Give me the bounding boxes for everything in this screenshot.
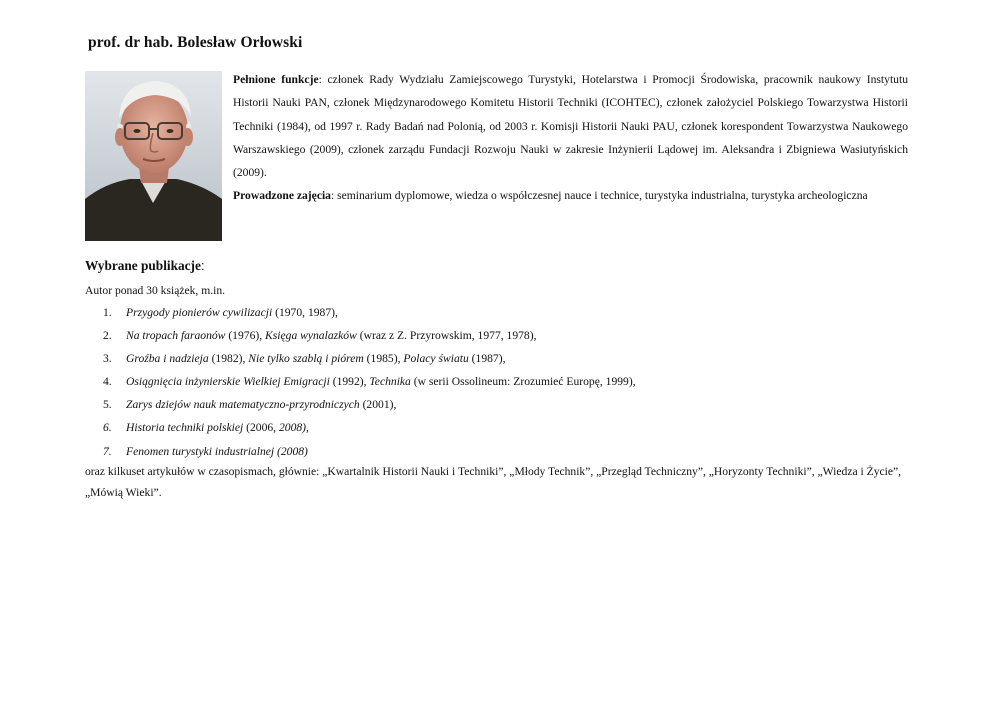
publication-title: Księga wynalazków xyxy=(265,329,357,343)
page-title: prof. dr hab. Bolesław Orłowski xyxy=(88,34,303,51)
publication-title: Technika xyxy=(369,375,411,389)
publication-details: (1987), xyxy=(468,352,506,366)
portrait-image xyxy=(85,71,222,241)
publication-item xyxy=(85,393,636,416)
publication-item xyxy=(85,301,636,324)
bio-section xyxy=(233,68,908,208)
publication-item xyxy=(85,416,636,439)
publication-title: Na tropach faraonów xyxy=(126,329,226,343)
publication-title: Osiągnięcia inżynierskie Wielkiej Emigracji xyxy=(126,375,330,389)
publications-heading-colon: : xyxy=(200,258,205,273)
publication-title: Fenomen turystyki industrialnej (2008) xyxy=(126,444,308,458)
publication-number: 3. xyxy=(103,352,112,366)
publication-number: 6. xyxy=(103,421,112,435)
publication-title: 2008), xyxy=(278,421,309,435)
publication-details: (wraz z Z. Przyrowskim, 1977, 1978), xyxy=(356,329,537,343)
publication-details: (2001), xyxy=(359,398,397,412)
publication-details: (2006, xyxy=(243,421,279,435)
functions-text: : członek Rady Wydziału Zamiejscowego Turystyki, Hotelarstwa i Promocji Środowiska, pracownik naukowy Instytutu Historii Nauki PAN, członek Międzynarodowego Komitetu Historii Techniki (ICOHTEC), członek założyciel Polskiego Towarzystwa Historii Techniki (1984), od 1997 r. Rady Badań nad Polonią, od 2003 r. Komisji Historii Nauki PAU, członek korespondent Towarzystwa Naukowego Warszawskiego (2009), członek zarządu Fundacji Rozwoju Nauki w zakresie Inżynierii Lądowej im. Aleksandra i Zbigniewa Wasiutyńskich (2009). xyxy=(233,73,908,180)
publications-intro: Autor ponad 30 książek, m.in. xyxy=(85,284,226,297)
publication-item xyxy=(85,440,636,463)
publication-details: (w serii Ossolineum: Zrozumieć Europę, 1999), xyxy=(410,375,636,389)
publications-outro: oraz kilkuset artykułów w czasopismach, głównie: „Kwartalnik Historii Nauki i Techniki”, „Młody Technik”, „Przegląd Techniczny”, „Horyzonty Techniki”, „Wiedza i Życie”, „Mówią Wieki”. xyxy=(85,465,902,499)
publication-title: Groźba i nadzieja xyxy=(126,352,209,366)
publication-details: (1985), xyxy=(363,352,404,366)
publication-title: Historia techniki polskiej xyxy=(126,421,244,435)
publication-title: Przygody pionierów cywilizacji xyxy=(126,306,273,319)
functions-paragraph xyxy=(233,68,908,184)
publications-heading xyxy=(85,258,205,274)
publications-heading-text: Wybrane publikacje xyxy=(85,258,201,273)
publication-details: (1992), xyxy=(329,375,370,389)
portrait-photo xyxy=(85,71,222,241)
functions-label: Pełnione funkcje xyxy=(233,73,319,86)
publications-list xyxy=(85,301,636,463)
publication-title: Zarys dziejów nauk matematyczno-przyrodniczych xyxy=(126,398,360,412)
publication-details: (1976), xyxy=(225,329,266,343)
classes-label: Prowadzone zajęcia xyxy=(233,189,331,203)
classes-paragraph xyxy=(233,184,908,207)
publication-item xyxy=(85,324,636,347)
publication-details: (1982), xyxy=(208,352,249,366)
publication-title: Nie tylko szablą i piórem xyxy=(248,352,364,366)
publication-number: 4. xyxy=(103,375,112,389)
publication-number: 2. xyxy=(103,329,112,343)
publication-number: 7. xyxy=(103,444,112,458)
publication-details: (1970, 1987), xyxy=(272,306,338,319)
publication-number: 5. xyxy=(103,398,112,412)
publication-item xyxy=(85,347,636,370)
publication-number: 1. xyxy=(103,306,112,319)
classes-text: : seminarium dyplomowe, wiedza o współczesnej nauce i technice, turystyka industrialna, turystyka archeologiczna xyxy=(330,189,868,203)
publication-item xyxy=(85,370,636,393)
publication-title: Polacy światu xyxy=(403,352,469,366)
